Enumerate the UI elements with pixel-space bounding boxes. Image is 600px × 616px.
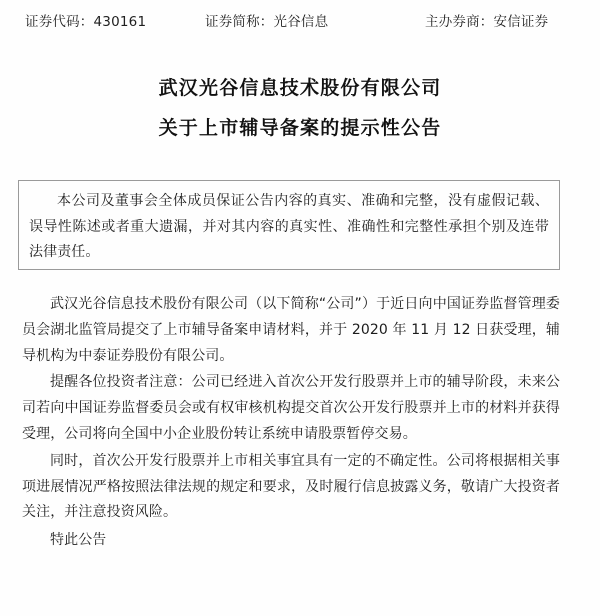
body-paragraph-investor-notice: 提醒各位投资者注意：公司已经进入首次公开发行股票并上市的辅导阶段，未来公司若向中国证券监督委员会或有权审核机构提交首次公开发行股票并上市的材料并获得受理，公司将向全国中小企业股份转让系统申请股票暂停交易。 (22, 374, 560, 442)
title-line-subject: 关于上市辅导备案的提示性公告 (158, 117, 442, 139)
disclaimer-box (18, 180, 560, 270)
document-title (0, 68, 600, 148)
security-abbreviation-field: 证券简称：光谷信息 (205, 14, 329, 30)
document-header (25, 12, 575, 34)
security-code-field: 证券代码：430161 (25, 14, 147, 30)
title-line-company-name: 武汉光谷信息技术股份有限公司 (158, 77, 442, 99)
document-body (22, 292, 560, 554)
lead-broker-field: 主办券商：安信证券 (425, 14, 549, 30)
disclaimer-text: 本公司及董事会全体成员保证公告内容的真实、准确和完整，没有虚假记载、误导性陈述或者重大遗漏，并对其内容的真实性、准确性和完整性承担个别及连带法律责任。 (29, 193, 549, 260)
body-paragraph-filing: 武汉光谷信息技术股份有限公司（以下简称“公司”）于近日向中国证券监督管理委员会湖北监管局提交了上市辅导备案申请材料，并于 2020 年 11 月 12 日获受理，辅导机构为中泰证券股份有限公司。 (22, 296, 560, 364)
closing-statement: 特此公告 (50, 532, 107, 549)
body-paragraph-risk: 同时，首次公开发行股票并上市相关事宜具有一定的不确定性。公司将根据相关事项进展情况严格按照法律法规的规定和要求，及时履行信息披露义务，敬请广大投资者关注，并注意投资风险。 (22, 452, 560, 521)
